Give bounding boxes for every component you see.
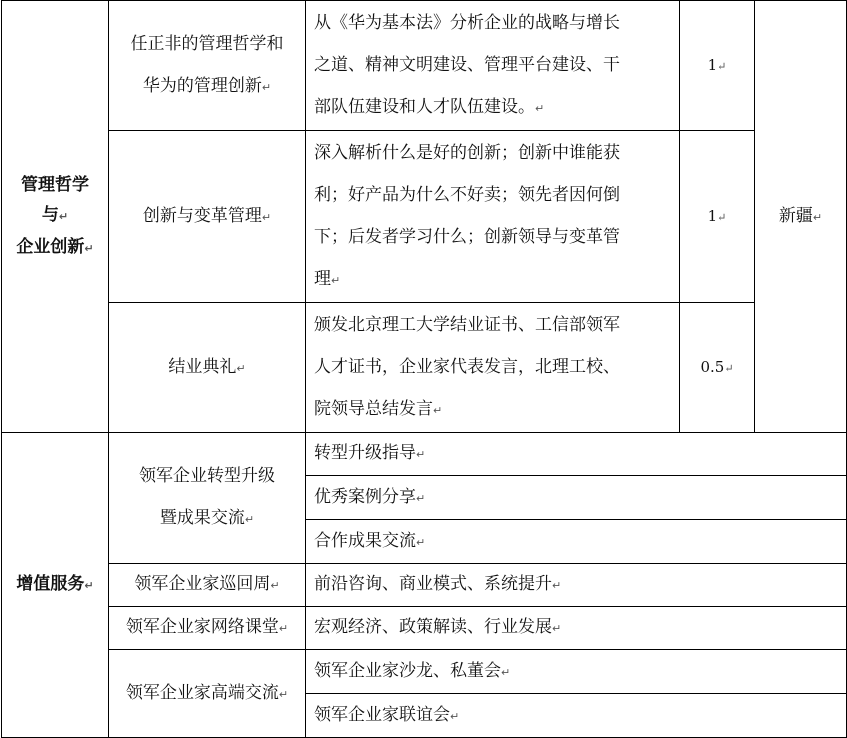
- table-row: [2, 564, 847, 607]
- return-mark-icon: ↵: [450, 709, 460, 723]
- category-line: 管理哲学: [21, 174, 89, 195]
- hours-cell: 1↵: [680, 131, 755, 303]
- return-mark-icon: ↵: [244, 513, 255, 526]
- return-mark-icon: ↵: [261, 210, 272, 224]
- content-line: 部队伍建设和人才队伍建设。↵: [314, 96, 545, 117]
- category-cell-management-philosophy: [2, 1, 109, 433]
- course-name-line: 任正非的管理哲学和: [130, 33, 284, 54]
- service-item-cell: 优秀案例分享↵: [306, 476, 847, 520]
- return-mark-icon: ↵: [717, 210, 727, 224]
- return-mark-icon: ↵: [501, 665, 511, 679]
- category-line: 与↵: [41, 204, 69, 225]
- hours-cell: 0.5↵: [680, 303, 755, 433]
- category-cell-value-added-services: 增值服务↵: [2, 433, 109, 738]
- content-line: 深入解析什么是好的创新；创新中谁能获: [314, 142, 620, 163]
- course-content-cell: [306, 131, 680, 303]
- course-name-cell: 结业典礼↵: [109, 303, 306, 433]
- service-item-cell: 领军企业家联谊会↵: [306, 694, 847, 738]
- return-mark-icon: ↵: [552, 579, 562, 592]
- return-mark-icon: ↵: [416, 448, 426, 461]
- content-line: 从《华为基本法》分析企业的战略与增长: [314, 12, 620, 33]
- return-mark-icon: ↵: [278, 622, 289, 635]
- service-item-cell: 领军企业家沙龙、私董会↵: [306, 650, 847, 694]
- course-content-cell: [306, 303, 680, 433]
- return-mark-icon: ↵: [278, 687, 289, 701]
- service-item-cell: 宏观经济、政策解读、行业发展↵: [306, 607, 847, 650]
- return-mark-icon: ↵: [535, 101, 545, 115]
- table-row: [2, 303, 847, 433]
- table-row: [2, 607, 847, 650]
- service-group-name-cell: 领军企业家巡回周↵: [109, 564, 306, 607]
- return-mark-icon: ↵: [812, 210, 823, 224]
- return-mark-icon: ↵: [717, 59, 727, 73]
- service-group-name-cell: 领军企业家网络课堂↵: [109, 607, 306, 650]
- return-mark-icon: ↵: [58, 209, 69, 223]
- content-line: 院领导总结发言↵: [314, 398, 443, 419]
- return-mark-icon: ↵: [724, 361, 734, 375]
- return-mark-icon: ↵: [416, 491, 426, 505]
- content-line: 颁发北京理工大学结业证书、工信部领军: [314, 314, 620, 335]
- return-mark-icon: ↵: [236, 361, 246, 375]
- content-line: 理↵: [314, 268, 341, 289]
- service-item-cell: 前沿咨询、商业模式、系统提升↵: [306, 564, 847, 607]
- return-mark-icon: ↵: [261, 80, 272, 94]
- course-name-line: 华为的管理创新↵: [142, 75, 272, 96]
- table-row: [2, 131, 847, 303]
- course-name-cell: 创新与变革管理↵: [109, 131, 306, 303]
- table-row: [2, 650, 847, 694]
- return-mark-icon: ↵: [331, 273, 341, 287]
- content-line: 利；好产品为什么不好卖；领先者因何倒: [314, 184, 620, 205]
- curriculum-table: [1, 0, 847, 738]
- return-mark-icon: ↵: [270, 579, 280, 592]
- category-line: 企业创新↵: [16, 236, 94, 257]
- table-row: [2, 433, 847, 476]
- service-group-name-cell: [109, 433, 306, 564]
- content-line: 人才证书，企业家代表发言，北理工校、: [314, 356, 620, 377]
- hours-cell: 1↵: [680, 1, 755, 131]
- content-line: 之道、精神文明建设、管理平台建设、干: [314, 54, 620, 75]
- return-mark-icon: ↵: [416, 535, 426, 549]
- course-content-cell: [306, 1, 680, 131]
- table-row: [2, 1, 847, 131]
- return-mark-icon: ↵: [552, 622, 562, 635]
- service-group-name-line: 领军企业转型升级: [139, 466, 275, 486]
- service-group-name-cell: 领军企业家高端交流↵: [109, 650, 306, 738]
- course-name-cell: [109, 1, 306, 131]
- return-mark-icon: ↵: [84, 579, 94, 592]
- service-item-cell: 合作成果交流↵: [306, 520, 847, 564]
- service-group-name-line: 暨成果交流↵: [159, 508, 255, 528]
- service-item-cell: 转型升级指导↵: [306, 433, 847, 476]
- location-cell: 新疆↵: [755, 1, 847, 433]
- return-mark-icon: ↵: [433, 403, 443, 417]
- content-line: 下；后发者学习什么；创新领导与变革管: [314, 226, 620, 247]
- return-mark-icon: ↵: [84, 241, 94, 255]
